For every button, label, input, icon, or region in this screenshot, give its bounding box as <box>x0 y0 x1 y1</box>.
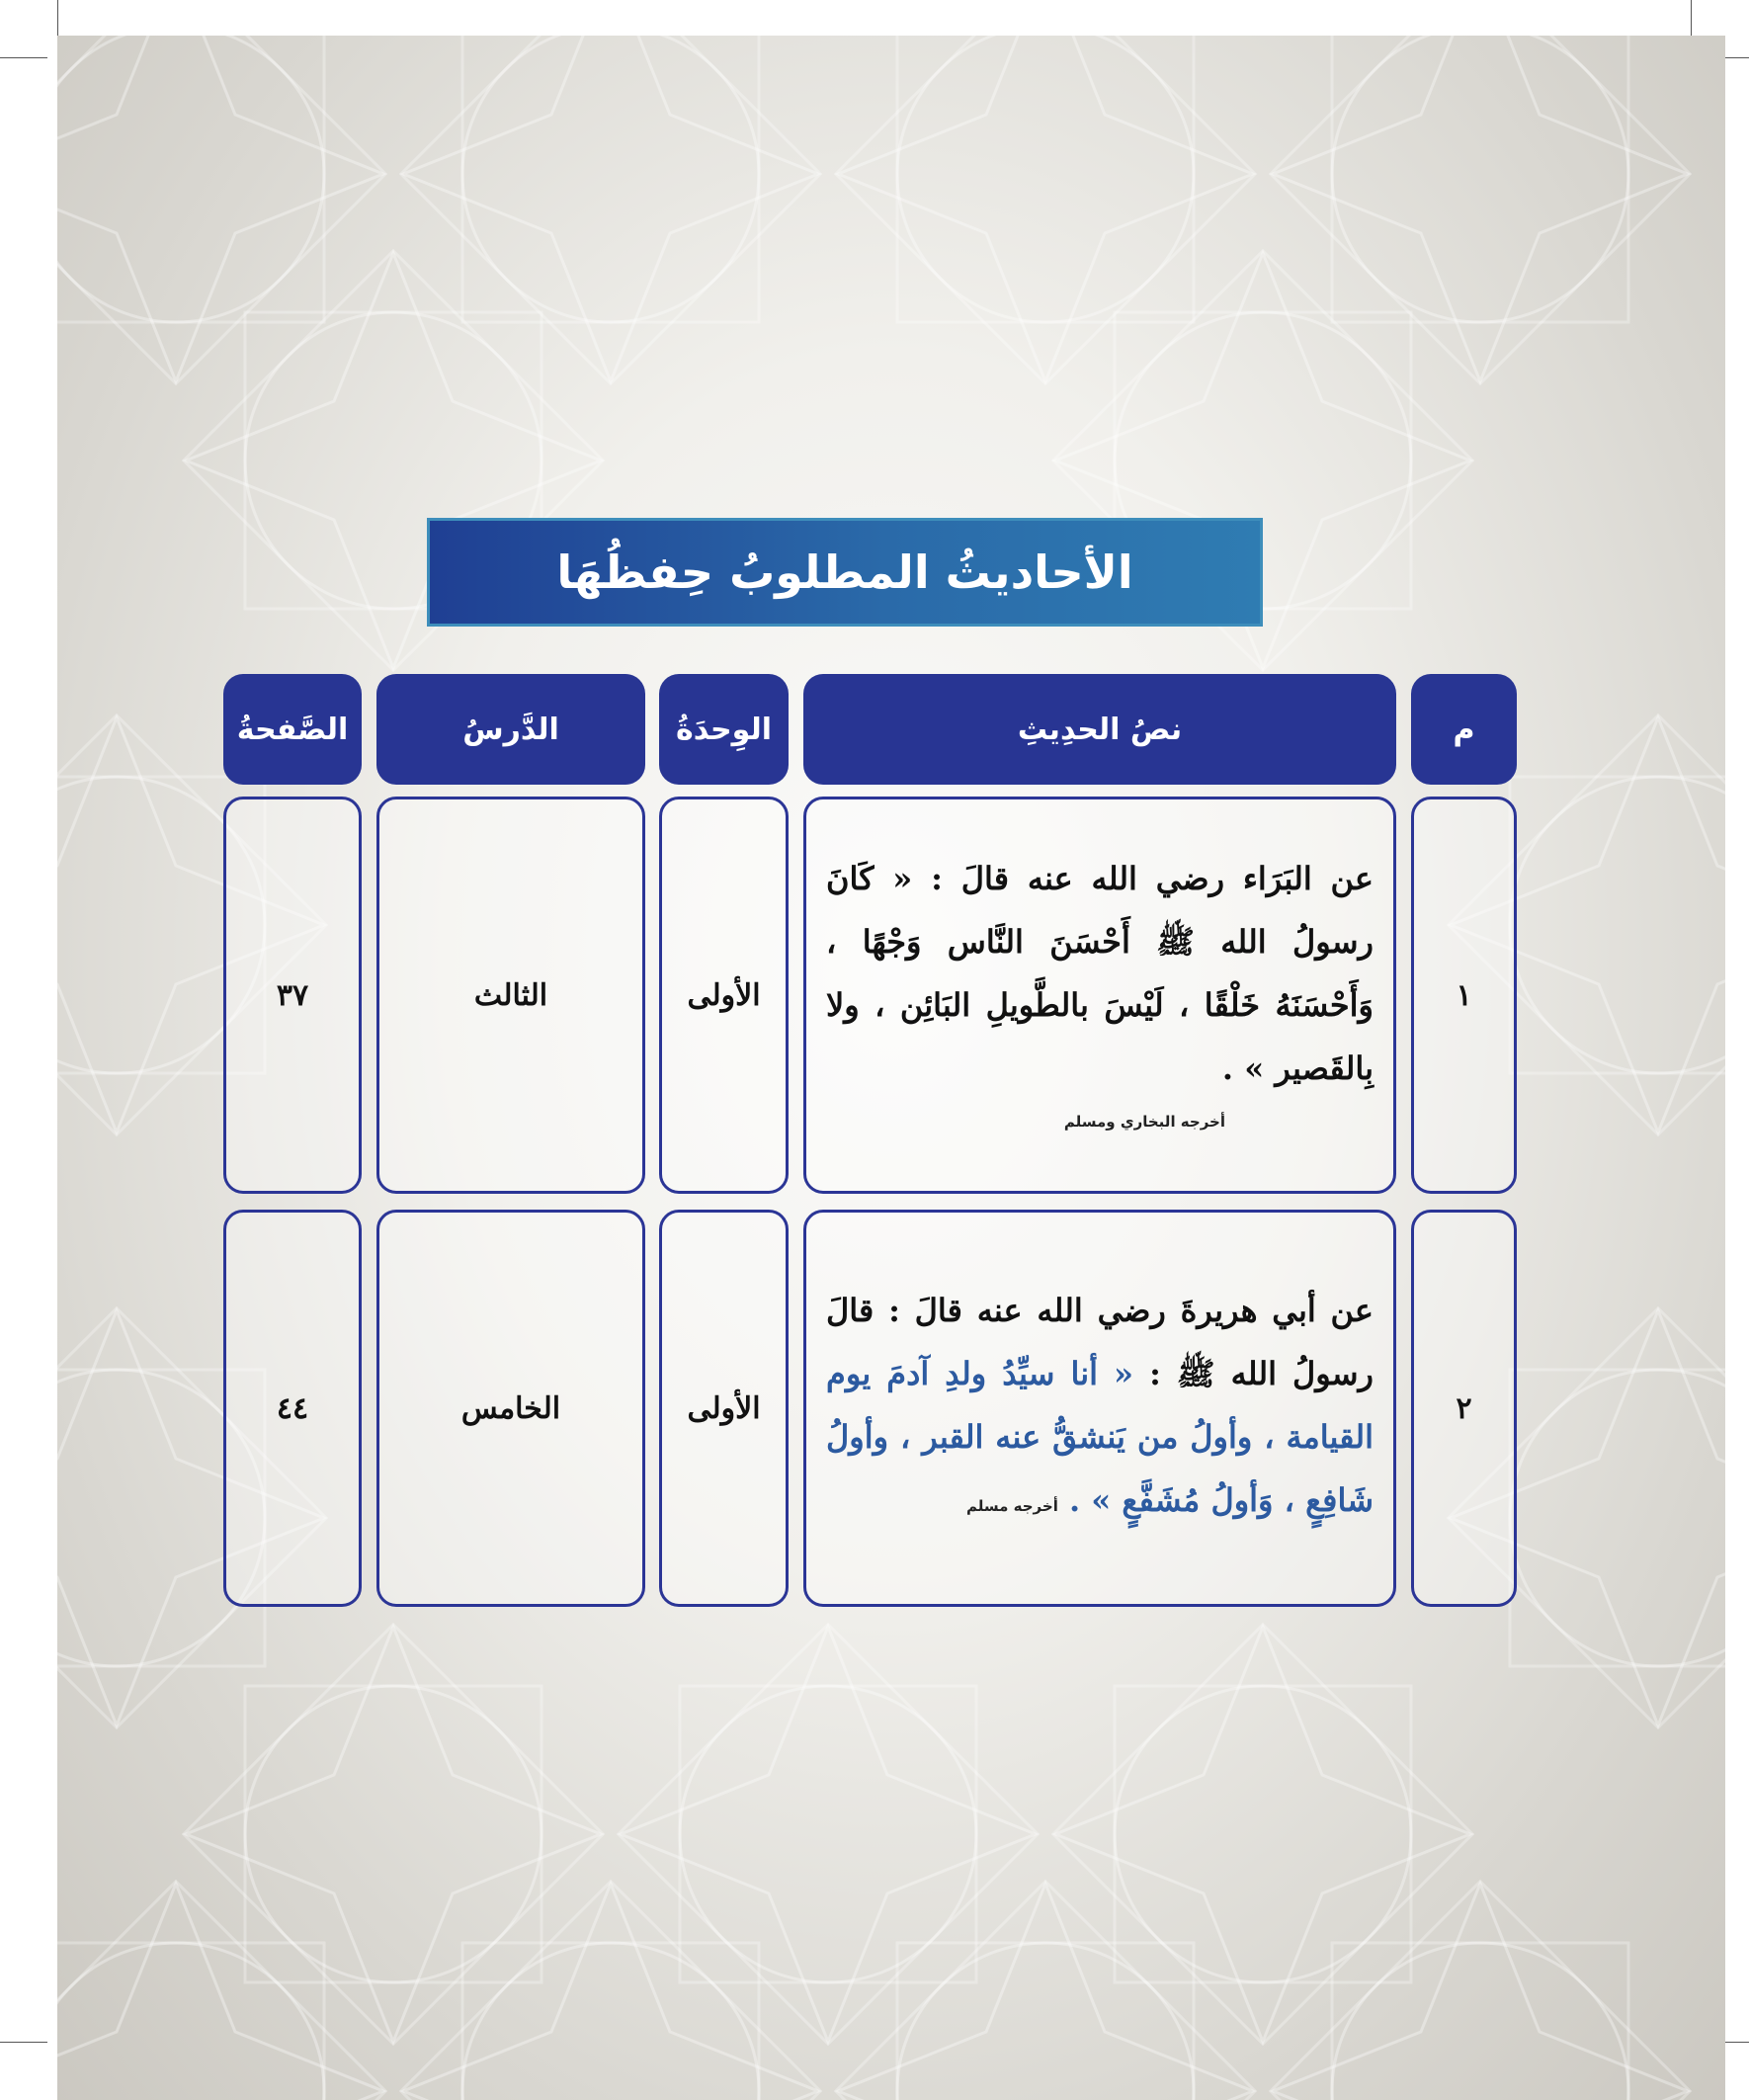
row-2-hadith-cell <box>803 1210 1396 1607</box>
row-2-page: ٤٤ <box>223 1210 362 1607</box>
row-2-hadith <box>806 1279 1393 1538</box>
row-1-hadith-cell <box>803 797 1396 1194</box>
header-page: الصَّفحةُ <box>223 674 362 785</box>
row-2-hadith-intro: عن أبي هريرةَ رضي الله عنه قالَ : قالَ رسولُ الله ﷺ : <box>826 1292 1374 1392</box>
title-banner <box>427 518 1263 627</box>
row-1-hadith <box>806 847 1393 1143</box>
row-2-source: أخرجه مسلم <box>965 1497 1058 1515</box>
crop-mark <box>0 57 47 58</box>
row-1-number: ١ <box>1411 797 1517 1194</box>
row-2-unit: الأولى <box>659 1210 789 1607</box>
row-1-hadith-text: عن البَرَاء رضي الله عنه قالَ : « كَانَ رسولُ الله ﷺ أَحْسَنَ النَّاس وَجْهًا ، وَأَحْسَنَهُ خَلْقًا ، لَيْسَ بالطَّويلِ البَائِن ، ولا بِالقَصير » . <box>826 860 1374 1087</box>
row-1-page: ٣٧ <box>223 797 362 1194</box>
row-2-hadith-quote: « أنا سيِّدُ ولدِ آدمَ يوم القيامة ، وأولُ من يَنشقُّ عنه القبر ، وأولُ شَافِعٍ ، وَأولُ مُشَفَّعٍ » . <box>826 1355 1374 1519</box>
header-lesson: الدَّرسُ <box>376 674 645 785</box>
row-2-lesson: الخامس <box>376 1210 645 1607</box>
page-title: الأحاديثُ المطلوبُ حِفظُهَا <box>556 546 1133 599</box>
header-hadith-text: نصُ الحدِيثِ <box>803 674 1396 785</box>
row-2-number: ٢ <box>1411 1210 1517 1607</box>
page <box>57 36 1725 2100</box>
row-1-unit: الأولى <box>659 797 789 1194</box>
crop-mark <box>0 2042 47 2043</box>
row-1-lesson: الثالث <box>376 797 645 1194</box>
header-unit: الوِحدَةُ <box>659 674 789 785</box>
header-number: م <box>1411 674 1517 785</box>
row-1-source: أخرجه البخاري ومسلم <box>1063 1113 1225 1131</box>
